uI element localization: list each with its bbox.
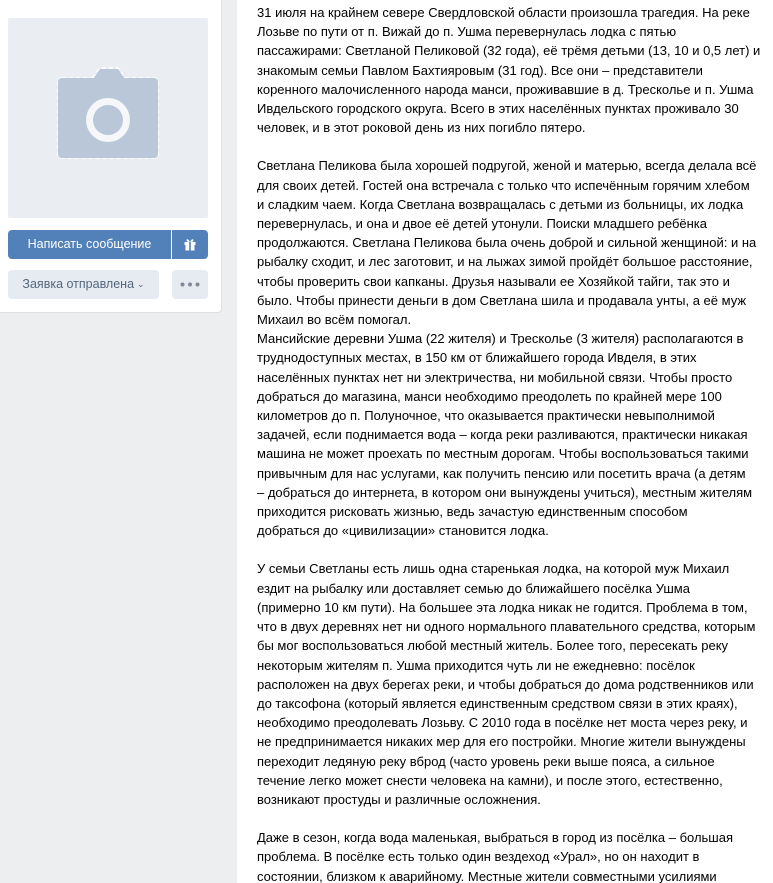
post-paragraph: Светлана Пеликова была хорошей подругой, женой и матерью, всегда делала всё для своих детей. Гостей она встречала с только что испечённым горячим хлебом и сладким чаем. Когда Светлана возвращалась с детьми из больницы, их лодка перевернулась, и она и двое её детей утонули. Поиски младшего ребёнка продолжаются. Светлана Пеликова была очень доброй и сильной женщиной: и на рыбалку сходит, и лес заготовит, и на лыжах зимой пройдёт большое расстояние, чтобы проверить свои капканы. Друзья называли ее Хозяйкой тайги, так это и было. Чтобы принести деньги в дом Светлана шила и продавала унты, а её муж Михаил во всём помогал.	[257, 158, 757, 328]
send-gift-button[interactable]	[172, 230, 208, 259]
post-paragraph: Мансийские деревни Ушма (22 жителя) и Тресколье (3 жителя) располагаются в труднодоступных местах, в 150 км от ближайшего города Ивделя, в этих населённых пунктах нет ни электричества, ни мобильной связи. Чтобы просто добраться до магазина, манси необходимо преодолеть по крайней мере 100 километров до п. Полуночное, что оказывается практически невыполнимой задачей, если поднимается вода – когда реки разливаются, практически никакая машина не может проехать по местным дорогам. Чтобы воспользоваться такими привычным для нас услугами, как получить пенсию или посетить врача (а детям – добраться до интернета, в котором они вынуждены учиться), местным жителям приходится рисковать жизнью, ведь зачастую единственным способом добраться до «цивилизации» становится лодка.	[257, 331, 753, 539]
post-paragraph: Даже в сезон, когда вода маленькая, выбраться в город из посёлка – большая проблема. В посёлке есть только один вездеход «Урал», но он находит в состоянии, близком к аварийному. Местные жители совместными усилиями	[257, 830, 734, 883]
profile-card	[0, 0, 222, 313]
post-text	[257, 3, 769, 883]
more-actions-button[interactable]	[172, 270, 208, 299]
wall-post	[237, 0, 773, 883]
send-message-button[interactable]: Написать сообщение	[8, 230, 171, 259]
chevron-down-icon: ⌄	[137, 279, 145, 289]
avatar[interactable]	[8, 18, 208, 218]
gift-icon	[184, 238, 196, 251]
post-paragraph: 31 июля на крайнем севере Свердловской области произошла трагедия. На реке Лозьве по пути от п. Вижай до п. Ушма перевернулась лодка с пятью пассажирами: Светланой Пеликовой (32 года), её трёмя детьми (13, 10 и 0,5 лет) и знакомым семьи Павлом Бахтияровым (31 год). Все они – представители коренного малочисленного народа манси, проживавшие в д. Тресколье и п. Ушма Ивдельского городского округа. Всего в этих населённых пунктах проживало 30 человек, и в этот роковой день из них погибло пятеро.	[257, 5, 761, 136]
camera-icon	[8, 18, 208, 218]
more-icon	[180, 282, 200, 287]
friend-request-label: Заявка отправлена	[22, 277, 135, 291]
friend-request-sent-dropdown[interactable]	[8, 270, 159, 299]
post-paragraph: У семьи Светланы есть лишь одна старенькая лодка, на которой муж Михаил ездит на рыбалку или доставляет семью до ближайшего посёлка Ушма (примерно 10 км пути). На большее эта лодка никак не годится. Проблема в том, что в двух деревнях нет ни одного нормального плавательного средства, которым бы мог воспользоваться любой местный житель. Более того, пересекать реку некоторым жителям п. Ушма приходится чуть ли не ежедневно: посёлок расположен на двух берегах реки, и чтобы добраться до дома родственников или до таксофона (который является единственным средством связи в этих краях), необходимо преодолевать Лозьву. С 2010 года в посёлке нет моста через реку, и не предпринимается никаких мер для его постройки. Многие жители вынуждены переходит ледяную реку вброд (часто уровень реки выше пояса, а сильное течение легко может снести человека на камни), и после этого, естественно, возникают простуды и различные осложнения.	[257, 561, 756, 807]
